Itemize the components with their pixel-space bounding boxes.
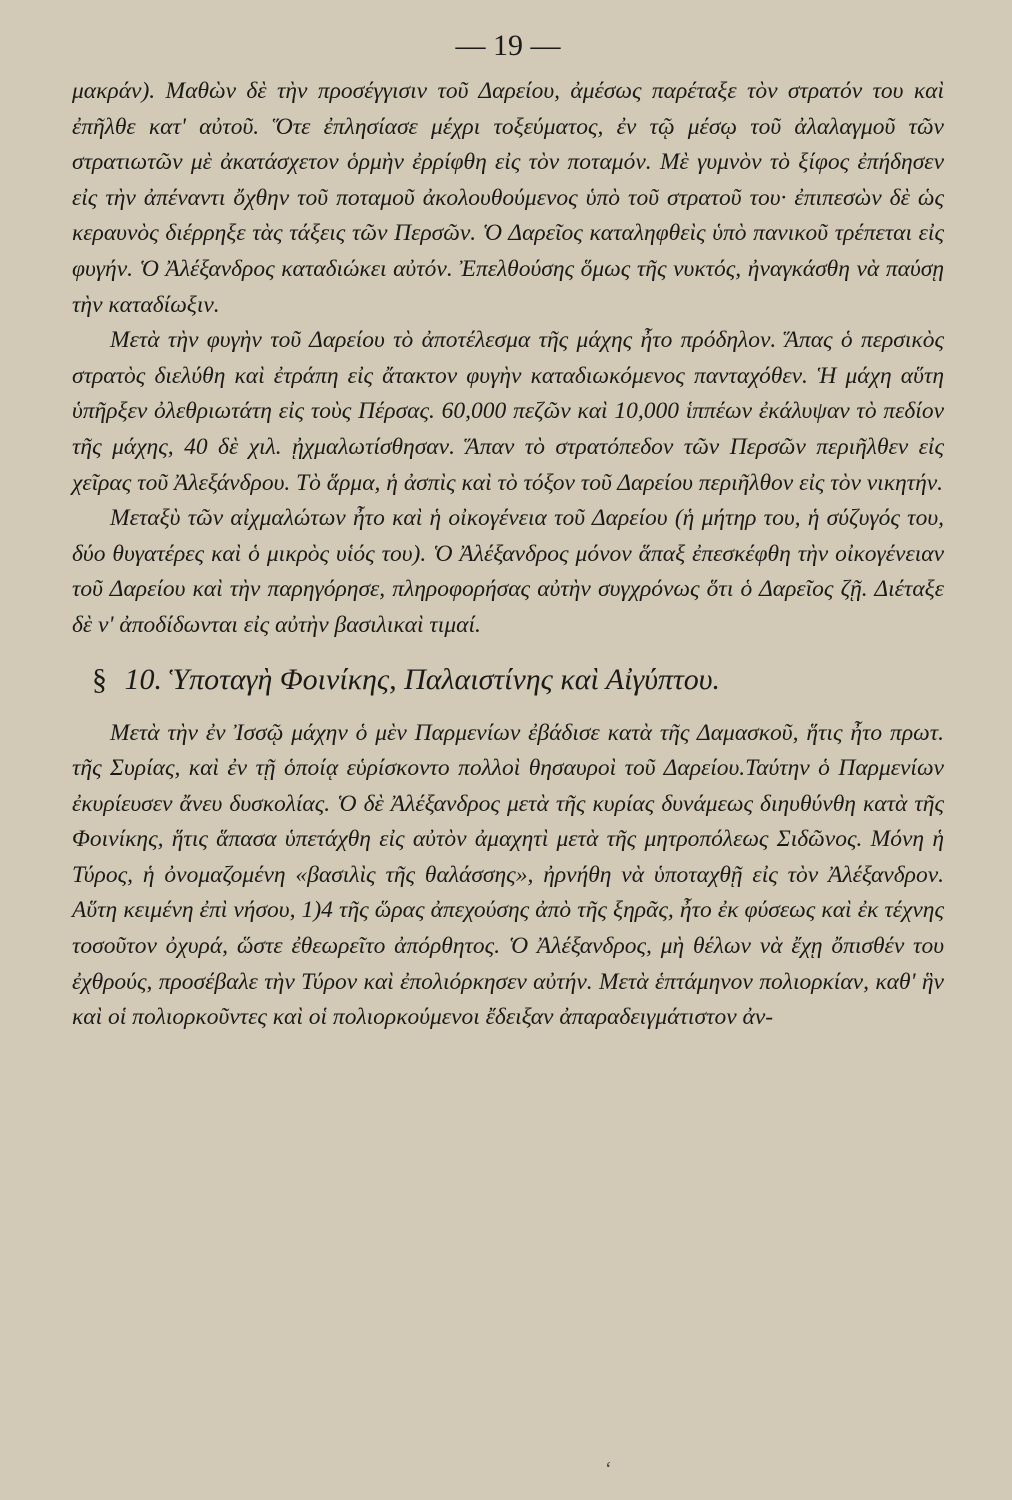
paragraph-3: Μεταξὺ τῶν αἰχμαλώτων ἦτο καὶ ἡ οἰκογένεια τοῦ Δαρείου (ἡ μήτηρ του, ἡ σύζυγός του, δύο θυγατέρες καὶ ὁ μικρὸς υἱός του). Ὁ Ἀλέξανδρος μόνον ἅπαξ ἐπεσκέφθη τὴν οἰκογένειαν τοῦ Δαρείου καὶ τὴν παρηγόρησε, πληροφορήσας αὐτὴν συγχρόνως ὅτι ὁ Δαρεῖος ζῇ. Διέταξε δὲ ν' ἀποδίδωνται εἰς αὐτὴν βασιλικαὶ τιμαί. <box>72 505 944 638</box>
stray-ink-mark: ʻ <box>604 1458 611 1480</box>
section-symbol: § <box>92 662 107 696</box>
section-number: 10. <box>124 662 162 696</box>
paragraph-2: Μετὰ τὴν φυγὴν τοῦ Δαρείου τὸ ἀποτέλεσμα τῆς μάχης ἦτο πρόδηλον. Ἅπας ὁ περσικὸς στρατὸς διελύθη καὶ ἐτράπη εἰς ἄτακτον φυγὴν καταδιωκόμενος πανταχόθεν. Ἡ μάχη αὕτη ὑπῆρξεν ὀλεθριωτάτη εἰς τοὺς Πέρσας. 60,000 πεζῶν καὶ 10,000 ἱππέων ἐκάλυψαν τὸ πεδίον τῆς μάχης, 40 δὲ χιλ. ᾐχμαλωτίσθησαν. Ἅπαν τὸ στρατόπεδον τῶν Περσῶν περιῆλθεν εἰς χεῖρας τοῦ Ἀλεξάνδρου. Τὸ ἅρμα, ἡ ἀσπὶς καὶ τὸ τόξον τοῦ Δαρείου περιῆλθον εἰς τὸν νικητήν. <box>72 327 944 496</box>
page-number: — 19 — <box>455 29 561 62</box>
paragraph-1: μακράν). Μαθὼν δὲ τὴν προσέγγισιν τοῦ Δαρείου, ἀμέσως παρέταξε τὸν στρατόν του καὶ ἐπῆλθε κατ' αὐτοῦ. Ὅτε ἐπλησίασε μέχρι τοξεύματος, ἐν τῷ μέσῳ τοῦ ἀλαλαγμοῦ τῶν στρατιωτῶν μὲ ἀκατάσχετον ὁρμὴν ἐρρίφθη εἰς τὸν ποταμόν. Μὲ γυμνὸν τὸ ξίφος ἐπήδησεν εἰς τὴν ἀπέναντι ὄχθην τοῦ ποταμοῦ ἀκολουθούμενος ὑπὸ τοῦ στρατοῦ του· ἐπιπεσὼν δὲ ὡς κεραυνὸς διέρρηξε τὰς τάξεις τῶν Περσῶν. Ὁ Δαρεῖος καταληφθεὶς ὑπὸ πανικοῦ τρέπεται εἰς φυγήν. Ὁ Ἀλέξανδρος καταδιώκει αὐτόν. Ἐπελθούσης ὅμως τῆς νυκτός, ἠναγκάσθη νὰ παύσῃ τὴν καταδίωξιν. <box>72 78 944 318</box>
section-title: Ὑποταγὴ Φοινίκης, Παλαιστίνης καὶ Αἰγύπτου. <box>169 662 721 696</box>
body-text <box>72 74 944 1036</box>
paragraph-4: Μετὰ τὴν ἐν Ἰσσῷ μάχην ὁ μὲν Παρμενίων ἐβάδισε κατὰ τῆς Δαμασκοῦ, ἥτις ἦτο πρωτ. τῆς Συρίας, καὶ ἐν τῇ ὁποίᾳ εὑρίσκοντο πολλοὶ θησαυροὶ τοῦ Δαρείου.Ταύτην ὁ Παρμενίων ἐκυρίευσεν ἄνευ δυσκολίας. Ὁ δὲ Ἀλέξανδρος μετὰ τῆς κυρίας δυνάμεως διηυθύνθη κατὰ τῆς Φοινίκης, ἥτις ἅπασα ὑπετάχθη εἰς αὐτὸν ἀμαχητὶ μετὰ τῆς μητροπόλεως Σιδῶνος. Μόνη ἡ Τύρος, ἡ ὀνομαζομένη «βασιλὶς τῆς θαλάσσης», ἠρνήθη νὰ ὑποταχθῇ εἰς τὸν Ἀλέξανδρον. Αὕτη κειμένη ἐπὶ νήσου, 1)4 τῆς ὥρας ἀπεχούσης ἀπὸ τῆς ξηρᾶς, ἦτο ἐκ φύσεως καὶ ἐκ τέχνης τοσοῦτον ὀχυρά, ὥστε ἐθεωρεῖτο ἀπόρθητος. Ὁ Ἀλέξανδρος, μὴ θέλων νὰ ἔχῃ ὄπισθέν του ἐχθρούς, προσέβαλε τὴν Τύρον καὶ ἐπολιόρκησεν αὐτήν. Μετὰ ἑπτάμηνον πολιορκίαν, καθ' ἣν καὶ οἱ πολιορκοῦντες καὶ οἱ πολιορκούμενοι ἔδειξαν ἀπαραδειγμάτιστον ἀν- <box>72 719 944 1031</box>
section-heading <box>92 656 944 704</box>
